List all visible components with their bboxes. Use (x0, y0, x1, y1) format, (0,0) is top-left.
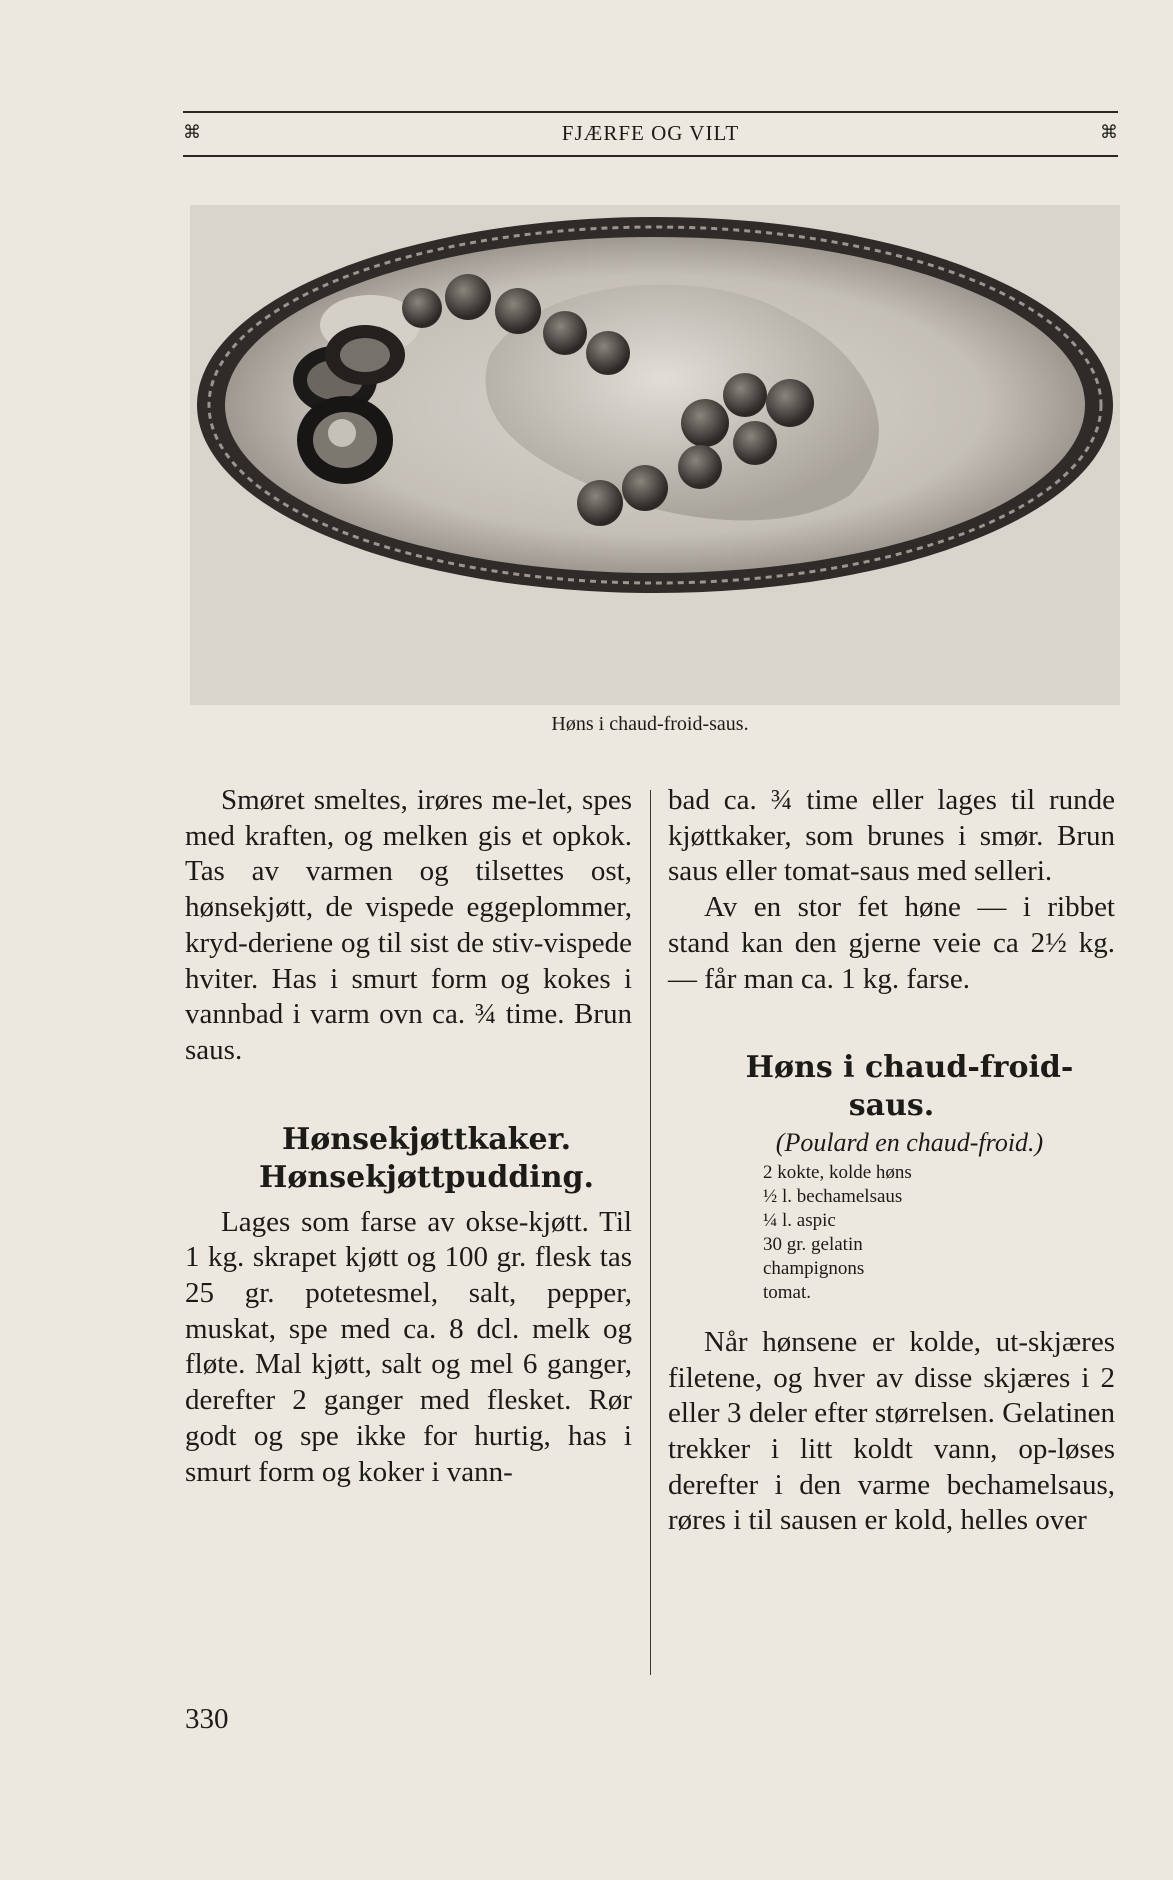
left-column (185, 783, 632, 1490)
paragraph: Når hønsene er kolde, ut-skjæres filetene, og hver av disse skjæres i 2 eller 3 deler efter størrelsen. Gelatinen trekker i litt koldt vann, op-løses derefter i den varme bechamelsaus, røres i til sausen er kold, helles over (668, 1325, 1115, 1537)
chapter-title: FJÆRFE OG VILT (561, 121, 740, 145)
ingredient-item: tomat. (763, 1281, 812, 1303)
figure-caption: Høns i chaud-froid-saus. (551, 713, 749, 735)
recipe-subheading: (Poulard en chaud-froid.) (775, 1128, 1044, 1158)
ingredient-item: 30 gr. gelatin (763, 1233, 863, 1255)
ingredient-list (763, 1161, 1115, 1305)
ingredient-item: ¼ l. aspic (763, 1209, 836, 1231)
recipe-heading: Hønsekjøttkaker. (281, 1121, 572, 1157)
ornament-right-icon: ⌘ (1100, 122, 1118, 143)
paragraph: Av en stor fet høne — i ribbet stand kan den gjerne veie ca 2½ kg. — får man ca. 1 kg. farse. (668, 891, 1115, 995)
recipe-heading-alt: Hønsekjøttpudding. (259, 1159, 594, 1195)
paragraph: Smøret smeltes, irøres me-let, spes med kraften, og melken gis et opkok. Tas av varmen og tilsettes ost, hønsekjøtt, de vispede eggeplommer, kryd-deriene og til sist de stiv-vispede hviter. Has i smurt form og kokes i vannbad i varm ovn ca. ¾ time. Brun saus. (185, 784, 632, 1066)
ingredient-item: 2 kokte, kolde høns (763, 1161, 912, 1183)
column-divider (650, 790, 651, 1675)
page-number: 330 (185, 1703, 229, 1735)
ingredient-item: ½ l. bechamelsaus (763, 1185, 903, 1207)
paragraph: Lages som farse av okse-kjøtt. Til 1 kg. skrapet kjøtt og 100 gr. flesk tas 25 gr. potetesmel, salt, pepper, muskat, spe med ca. 8 dcl. melk og fløte. Mal kjøtt, salt og mel 6 ganger, derefter 2 ganger med flesket. Rør godt og spe ikke for hurtig, has i smurt form og koker i vann- (185, 1205, 632, 1488)
right-column (668, 783, 1115, 1539)
ornament-left-icon: ⌘ (183, 122, 201, 143)
paragraph: bad ca. ¾ time eller lages til runde kjøttkaker, som brunes i smør. Brun saus eller tomat-saus med selleri. (668, 784, 1115, 888)
running-header (183, 111, 1118, 157)
ingredient-item: champignons (763, 1257, 865, 1279)
dish-photo (190, 205, 1120, 705)
recipe-heading: Høns i chaud-froid-saus. (745, 1050, 1074, 1124)
